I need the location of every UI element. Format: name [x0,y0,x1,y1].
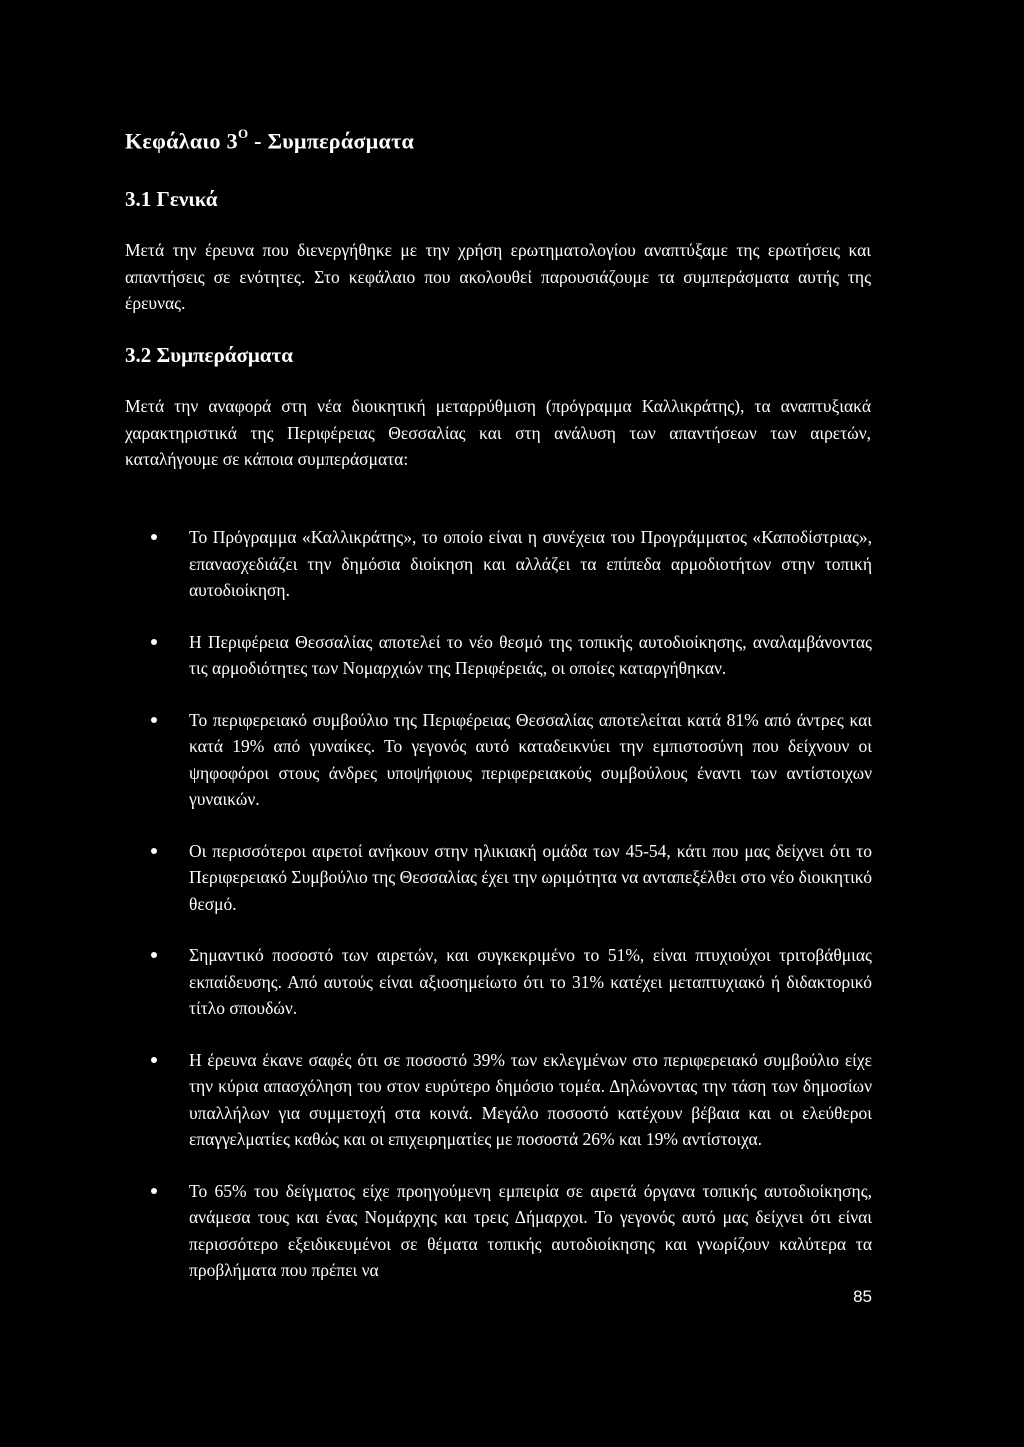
bullet-icon [151,639,157,645]
list-item [148,838,872,918]
bullet-icon [151,534,157,540]
section-title-conclusions: 3.2 Συμπεράσματα [125,343,293,367]
bullet-icon [151,848,157,854]
list-item [148,629,872,682]
list-item-text: Το 65% του δείγματος είχε προηγούμενη εμπειρία σε αιρετά όργανα τοπικής αυτοδιοίκησης, ανάμεσα τους και ένας Νομάρχης και τρεις Δήμαρχοι. Το γεγονός αυτό μας δείχνει ότι είναι περισσότερο εξειδικευμένοι σε θέματα τοπικής αυτοδιοίκησης και γνωρίζουν καλύτερα τα προβλήματα που πρέπει να [189,1180,872,1280]
list-item-text: Η Περιφέρεια Θεσσαλίας αποτελεί το νέο θεσμό της τοπικής αυτοδιοίκησης, αναλαμβάνοντας τις αρμοδιότητες των Νομαρχιών της Περιφέρειάς, οι οποίες καταργήθηκαν. [189,631,872,678]
chapter-title-superscript: Ο [237,126,249,141]
list-item [148,1047,872,1153]
list-item [148,524,872,604]
list-item-text: Το περιφερειακό συμβούλιο της Περιφέρειας Θεσσαλίας αποτελείται κατά 81% από άντρες και κατά 19% από γυναίκες. Το γεγονός αυτό καταδεικνύει την εμπιστοσύνη που δείχνουν οι ψηφοφόροι στους άνδρες υποψήφιους περιφερειακούς συμβούλους έναντι των αντίστοιχων γυναικών. [189,709,872,809]
bullet-icon [151,952,157,958]
page-number: 85 [853,1286,872,1306]
section-general-paragraph: Μετά την έρευνα που διενεργήθηκε με την χρήση ερωτηματολογίου αναπτύξαμε της ερωτήσεις και απαντήσεις σε ενότητες. Στο κεφάλαιο που ακολουθεί παρουσιάζουμε τα συμπεράσματα αυτής της έρευνας. [125,240,871,313]
section-title-general: 3.1 Γενικά [125,187,218,211]
list-item-text: Οι περισσότεροι αιρετοί ανήκουν στην ηλικιακή ομάδα των 45-54, κάτι που μας δείχνει ότι το Περιφερειακό Συμβούλιο της Θεσσαλίας έχει την ωριμότητα να ανταπεξέλθει στο νέο διοικητικό θεσμό. [189,840,872,914]
list-item-text: Η έρευνα έκανε σαφές ότι σε ποσοστό 39% των εκλεγμένων στο περιφερειακό συμβούλιο είχε την κύρια απασχόληση του στον ευρύτερο δημόσιο τομέα. Δηλώνοντας την τάση των δημοσίων υπαλλήλων για συμμετοχή στα κοινά. Μεγάλο ποσοστό κατέχουν βέβαια και οι ελεύθεροι επαγγελματίες καθώς και οι επιχειρηματίες με ποσοστά 26% και 19% αντίστοιχα. [189,1049,872,1149]
bullet-icon [151,717,157,723]
list-item [148,942,872,1022]
list-item [148,707,872,813]
bullet-icon [151,1188,157,1194]
list-item [148,1178,872,1310]
list-item-text: Σημαντικό ποσοστό των αιρετών, και συγκεκριμένο το 51%, είναι πτυχιούχοι τριτοβάθμιας εκπαίδευσης. Από αυτούς είναι αξιοσημείωτο ότι το 31% κατέχει μεταπτυχιακό ή διδακτορικό τίτλο σπουδών. [189,945,872,1018]
conclusions-list [148,524,872,1310]
chapter-title-main: Κεφάλαιο 3 [125,128,238,154]
chapter-title-subtitle: - Συμπεράσματα [248,128,415,154]
list-item-text: Το Πρόγραμμα «Καλλικράτης», το οποίο είναι η συνέχεια του Προγράμματος «Καποδίστριας», επανασχεδιάζει την δημόσια διοίκηση και αλλάζει τα επίπεδα αρμοδιοτήτων στην τοπική αυτοδιοίκηση. [189,527,872,600]
section-conclusions-paragraph: Μετά την αναφορά στη νέα διοικητική μεταρρύθμιση (πρόγραμμα Καλλικράτης), τα αναπτυξιακά χαρακτηριστικά της Περιφέρειας Θεσσαλίας και στη ανάλυση των απαντήσεων των αιρετών, καταλήγουμε σε κάποια συμπεράσματα: [125,396,871,469]
bullet-icon [151,1057,157,1063]
chapter-title [125,128,414,154]
